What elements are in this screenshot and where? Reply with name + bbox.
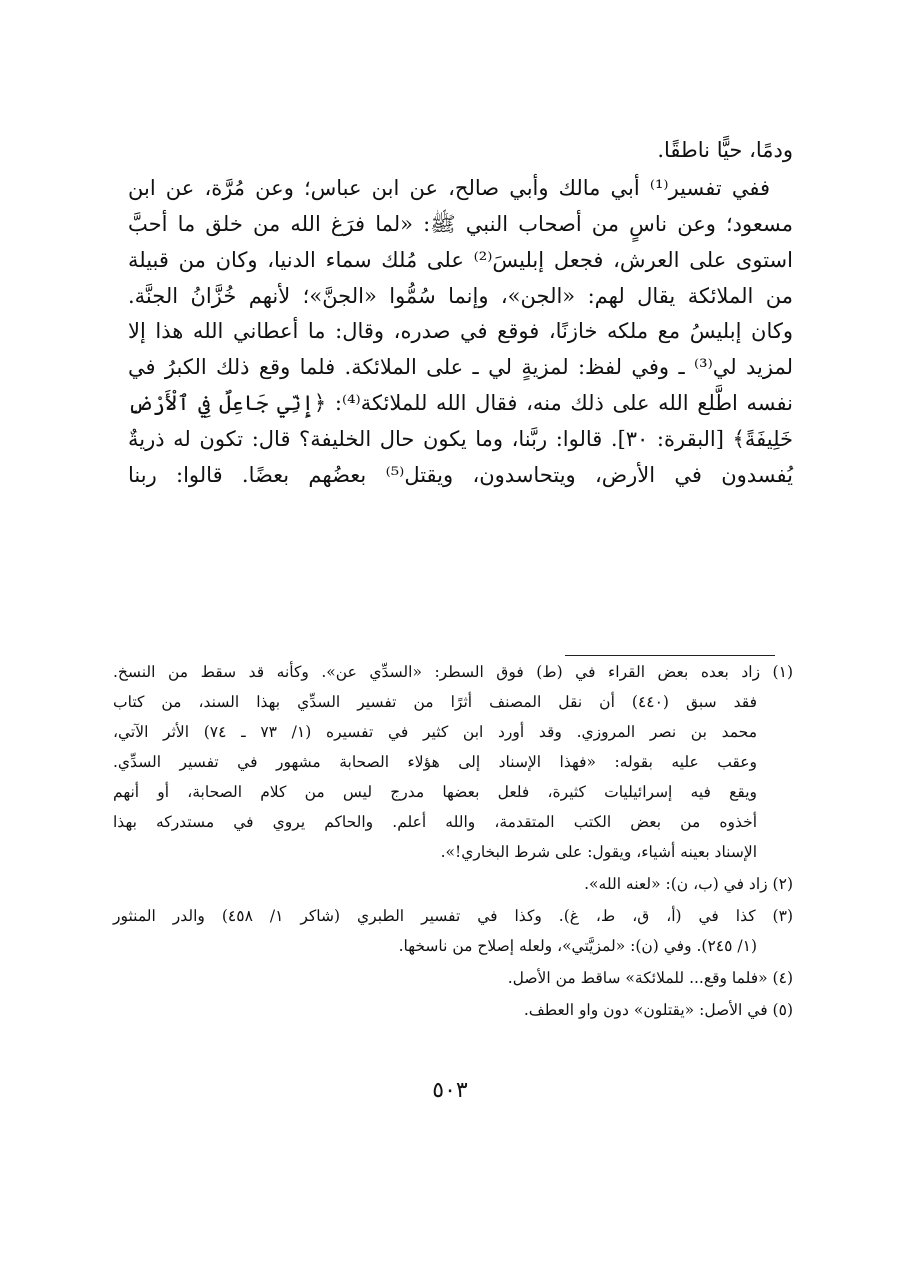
main-text-line: مسعود؛ وعن ناسٍ من أصحاب النبي ﷺ: «لما فرَغ الله من خلق ما أحبَّ (128, 212, 793, 236)
main-text-line: وكان إبليسُ مع ملكه خازنًا، فوقع في صدره، وقال: ما أعطاني الله هذا إلا (128, 319, 793, 343)
footnote-5: (٥) في الأصل: «يقتلون» دون واو العطف. (523, 1001, 793, 1019)
footnote-divider (565, 655, 775, 656)
main-text-line: ودمًا، حيًّا ناطقًا. (657, 138, 793, 162)
footnote-4: (٤) «فلما وقع... للملائكة» ساقط من الأصل. (507, 969, 793, 987)
main-text-line: استوى على العرش، فجعل إبليسَ⁽²⁾ على مُلك سماء الدنيا، وكان من قبيلة (128, 248, 793, 272)
main-text-line: ففي تفسير⁽¹⁾ أبي مالك وأبي صالح، عن ابن عباس؛ وعن مُرَّة، عن ابن (128, 176, 770, 200)
main-text-line: خَلِيفَةً﴾ [البقرة: ٣٠]. قالوا: ربَّنا، وما يكون حال الخليفة؟ قال: تكون له ذريةٌ (128, 427, 793, 451)
footnote-line: فقد سبق (٤٤٠) أن نقل المصنف أثرًا من تفسير السدِّي بهذا السند، من كتاب (113, 693, 757, 711)
footnote-line: ويقع فيه إسرائيليات كثيرة، فلعل بعضها مدرج ليس من كلام الصحابة، أو أنهم (113, 783, 757, 801)
footnote-line: وعقب عليه بقوله: «فهذا الإسناد إلى هؤلاء الصحابة مشهور في تفسير السدِّي. (113, 753, 757, 771)
main-text-line: لمزيد لي⁽³⁾ ـ وفي لفظ: لمزيةٍ لي ـ على الملائكة. فلما وقع ذلك الكبرُ في (128, 355, 793, 379)
main-text-line: نفسه اطَّلع الله على ذلك منه، فقال الله للملائكة⁽⁴⁾: ﴿إِنِّي جَاعِلٌ فِي ٱلْأَرْضِ (128, 391, 794, 415)
main-text-line: من الملائكة يقال لهم: «الجن»، وإنما سُمُّوا «الجنَّ»؛ لأنهم خُزَّانُ الجنَّة. (128, 284, 793, 308)
footnote-line: أخذوه من بعض الكتب المتقدمة، والله أعلم. والحاكم يروي في مستدركه بهذا (113, 813, 757, 831)
footnote-line: محمد بن نصر المروزي. وقد أورد ابن كثير في تفسيره (١/ ٧٣ ـ ٧٤) الأثر الآتي، (113, 723, 757, 741)
page-number: ٥٠٣ (432, 1078, 468, 1103)
footnote-line: الإسناد بعينه أشياء، ويقول: على شرط البخاري!». (440, 843, 757, 861)
footnote-line: (١/ ٢٤٥). وفي (ن): «لمزيَّتي»، ولعله إصلاح من ناسخها. (398, 937, 757, 955)
footnote-1: (١) زاد بعده بعض القراء في (ط) فوق السطر: «السدِّي عن». وكأنه قد سقط من النسخ. (113, 663, 793, 681)
footnote-3: (٣) كذا في (أ، ق، ط، غ). وكذا في تفسير الطبري (شاكر ١/ ٤٥٨) والدر المنثور (113, 907, 793, 925)
footnote-2: (٢) زاد في (ب، ن): «لعنه الله». (584, 875, 793, 893)
main-text-line: يُفسدون في الأرض، ويتحاسدون، ويقتل⁽⁵⁾ بعضُهم بعضًا. قالوا: ربنا (128, 463, 793, 487)
